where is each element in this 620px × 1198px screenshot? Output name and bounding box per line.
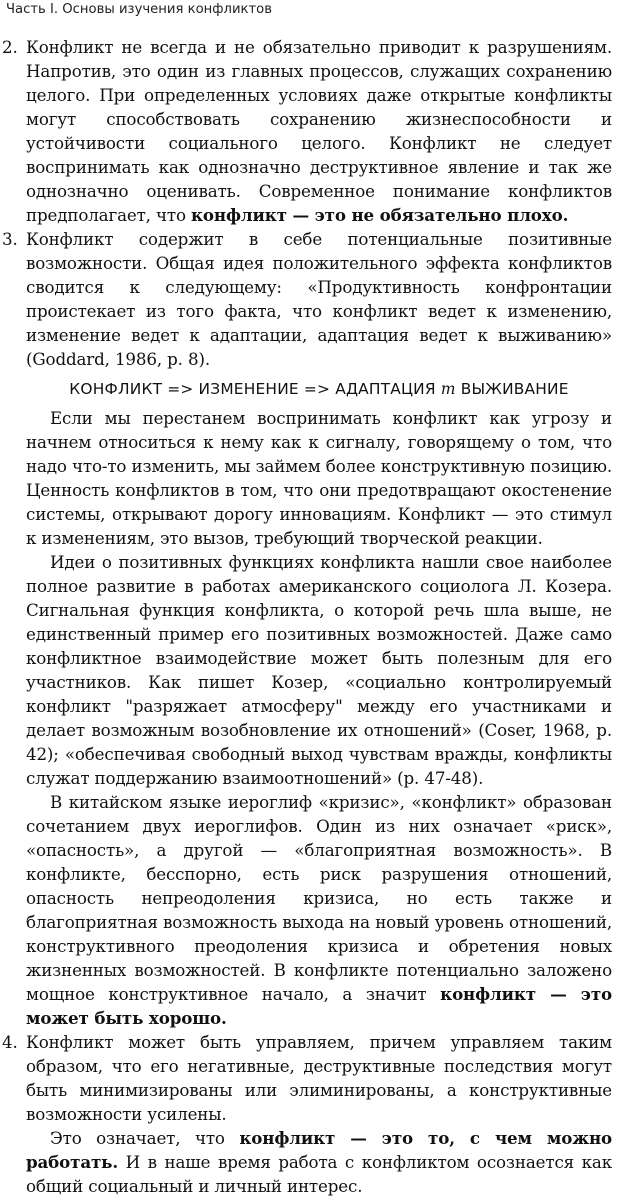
paragraph-text: В китайском языке иероглиф «кризис», «конфликт» образован сочетанием двух иероглифов. Один из них означает «риск», «опасность», а другой — «благоприятная возможность». В конфликте, бесспорно, есть риск разрушения отношений, опасность непреодоления кризиса, но есть также и благоприятная возможность выхода на новый уровень отношений, конструктивного преодоления кризиса и обретения новых жизненных возможностей. В конфликте потенциально заложено мощное конструктивное начало, а значит (26, 792, 612, 1004)
page-body (0, 35, 612, 1198)
list-item-3 (0, 227, 612, 371)
formula-left: КОНФЛИКТ => ИЗМЕНЕНИЕ => АДАПТАЦИЯ (69, 380, 441, 398)
item-text: Конфликт не всегда и не обязательно приводит к разрушениям. Напротив, это один из главных процессов, служащих сохранению целого. При определенных условиях даже открытые конфликты могут способствовать сохранению жизнеспособности и устойчивости социального целого. Конфликт не следует воспринимать как однозначно деструктивное явление и так же однозначно оценивать. Современное понимание конфликтов предполагает, что (26, 37, 612, 225)
formula-arrow: m (440, 380, 456, 398)
formula-right: ВЫЖИВАНИЕ (455, 380, 569, 398)
paragraph-text-end: И в наше время работа с конфликтом осознается как общий социальный и личный интерес. (26, 1152, 612, 1196)
running-header: Часть I. Основы изучения конфликтов (6, 2, 273, 17)
paragraph-bold-text: конфликт — это то, с чем можно работать. (26, 1128, 612, 1172)
item-text: Конфликт содержит в себе потенциальные позитивные возможности. Общая идея положительного эффекта конфликтов сводится к следующему: «Продуктивность конфронтации проистекает из того факта, что конфликт ведет к изменению, изменение ведет к адаптации, адаптация ведет к выживанию» (Goddard, 1986, p. 8). (26, 229, 612, 369)
paragraph-1: Если мы перестанем воспринимать конфликт как угрозу и начнем относиться к нему как к сигналу, говорящему о том, что надо что-то изменить, мы займем более конструктивную позицию. Ценность конфликтов в том, что они предотвращают окостенение системы, открывают дорогу инновациям. Конфликт — это стимул к изменениям, это вызов, требующий творческой реакции. (26, 408, 612, 548)
paragraph-2: Идеи о позитивных функциях конфликта нашли свое наиболее полное развитие в работах американского социолога Л. Козера. Сигнальная функция конфликта, о которой речь шла выше, не единственный пример его позитивных возможностей. Даже само конфликтное взаимодействие может быть полезным для его участников. Как пишет Козер, «социально контролируемый конфликт "разряжает атмосферу" между его участниками и делает возможным возобновление их отношений» (Coser, 1968, p. 42); «обеспечивая свободный выход чувствам вражды, конфликты служат поддержанию взаимоотношений» (p. 47-48). (26, 552, 612, 788)
item-bold-text: конфликт — это не обязательно плохо. (191, 205, 569, 225)
paragraph-3 (0, 790, 612, 1030)
list-item-4 (0, 1030, 612, 1126)
paragraph-text-start: Это означает, что (50, 1128, 240, 1148)
list-item-2 (0, 35, 612, 227)
item-number: 2. (2, 37, 18, 57)
paragraph-4 (0, 1126, 612, 1198)
item-number: 3. (2, 229, 18, 249)
item-text: Конфликт может быть управляем, причем управляем таким образом, что его негативные, деструктивные последствия могут быть минимизированы или элиминированы, а конструктивные возможности усилены. (26, 1032, 612, 1124)
formula-line (26, 376, 612, 402)
paragraph-bold-text: конфликт — это может быть хорошо. (26, 984, 612, 1028)
item-number: 4. (2, 1032, 18, 1052)
